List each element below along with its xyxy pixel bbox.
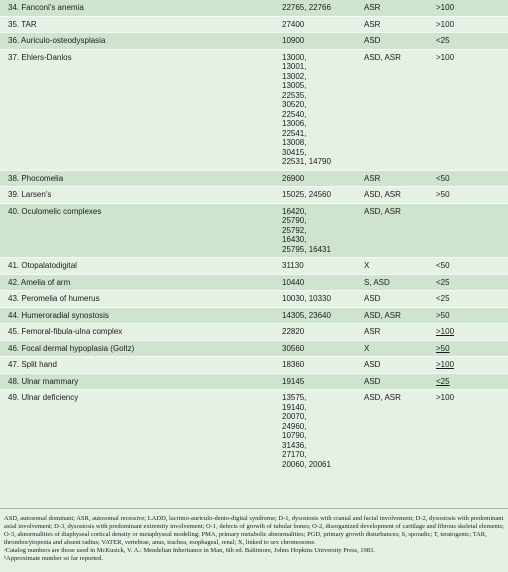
syndrome-name-cell: 36. Auriculo-osteodysplasia [0,33,282,50]
syndrome-name-cell: 45. Femoral-fibula-ulna complex [0,324,282,341]
syndrome-name-cell: 48. Ulnar mammary [0,373,282,390]
syndrome-name-cell: 47. Split hand [0,357,282,374]
catalog-number-cell: 19145 [282,373,364,390]
inheritance-cell: ASD [364,373,436,390]
inheritance-cell: ASD, ASR [364,307,436,324]
catalog-number-cell: 15025, 24560 [282,187,364,204]
inheritance-cell: X [364,258,436,275]
table-row [0,340,508,357]
syndrome-name-cell: 40. Oculomelic complexes [0,203,282,258]
reported-count-cell: >100 [436,390,508,473]
syndrome-name-cell: 38. Phocomelia [0,170,282,187]
reported-count-cell: >50 [436,307,508,324]
syndrome-name-cell: 34. Fanconi's anemia [0,0,282,16]
table-row [0,291,508,308]
inheritance-cell: ASD, ASR [364,390,436,473]
reported-count-cell: >100 [436,0,508,16]
catalog-number-cell: 14305, 23640 [282,307,364,324]
inheritance-cell: ASR [364,170,436,187]
inheritance-cell: ASR [364,324,436,341]
table-row [0,187,508,204]
reported-count-cell: >100 [436,16,508,33]
table-row [0,274,508,291]
table-row [0,16,508,33]
catalog-number-cell: 30560 [282,340,364,357]
footnotes [4,515,504,563]
syndrome-name-cell: 37. Ehlers-Danlos [0,49,282,170]
inheritance-cell: ASR [364,0,436,16]
reported-count-cell: >100 [436,357,508,374]
catalog-number-cell: 22820 [282,324,364,341]
catalog-number-cell: 10440 [282,274,364,291]
reported-count-cell: >100 [436,324,508,341]
catalog-number-cell: 10900 [282,33,364,50]
inheritance-cell: ASD [364,291,436,308]
table-row [0,373,508,390]
table-row [0,49,508,170]
syndrome-name-cell: 46. Focal dermal hypoplasia (Goltz) [0,340,282,357]
catalog-number-cell: 31130 [282,258,364,275]
catalog-number-cell: 26900 [282,170,364,187]
footnote-a: ᵃCatalog numbers are those used in McKusick, V. A.: Mendelian Inheritance in Man, 6th ed. Baltimore, Johns Hopkins University Press, 1983. [4,547,375,554]
table-bottom-rule [0,508,508,509]
table-row [0,0,508,16]
reported-count-cell: <25 [436,373,508,390]
table-row [0,203,508,258]
table-row [0,258,508,275]
catalog-number-cell: 18360 [282,357,364,374]
syndrome-name-cell: 35. TAR [0,16,282,33]
catalog-number-cell: 13575, 19140, 20070, 24960, 10790, 31436, 27170, 20060, 20061 [282,390,364,473]
inheritance-cell: X [364,340,436,357]
footnote-b: ᵇApproximate number so far reported. [4,555,103,562]
reported-count-cell: <50 [436,258,508,275]
syndrome-name-cell: 49. Ulnar deficiency [0,390,282,473]
table-row [0,357,508,374]
table-row [0,307,508,324]
reported-count-cell: >100 [436,49,508,170]
table-row [0,33,508,50]
inheritance-cell: ASD, ASR [364,49,436,170]
syndrome-name-cell: 44. Humeroradial synostosis [0,307,282,324]
catalog-number-cell: 13000, 13001, 13002, 13005, 22535, 30520, 22540, 13006, 22541, 13008, 30415, 22531, 14790 [282,49,364,170]
reported-count-cell: <25 [436,291,508,308]
syndrome-name-cell: 42. Amelia of arm [0,274,282,291]
reported-count-cell: <25 [436,274,508,291]
catalog-number-cell: 27400 [282,16,364,33]
inheritance-cell: ASD, ASR [364,187,436,204]
table-row [0,324,508,341]
syndrome-name-cell: 43. Peromelia of humerus [0,291,282,308]
inheritance-cell: S, ASD [364,274,436,291]
abbreviation-note: ASD, autosomal dominant; ASR, autosomal recessive; LADD, lacrimo-auriculo-dento-digital syndrome; D-1, dysostosis with cranial and facial involvement; D-2, dysostosis with predominant axial involvement; D-3, dysostosis with predominant extremity involvement; O-1, defects of growth of tubular bones; O-2, disorganized development of cartilage and fibrous skeletal elements; O-3, abnormalities of diaphyseal cortical density or metaphyseal modeling; PMA, primary metabolic abnormalities; PGD, primary growth disturbances; S, sporadic; T, teratogenic; TAR, thrombocytopenia and absent radius; VATER, vertebrae, anus, trachea, esophageal, renal; X, linked to sex chromosome. [4,515,504,546]
inheritance-cell: ASR [364,16,436,33]
syndrome-name-cell: 39. Larsen's [0,187,282,204]
catalog-number-cell: 22765, 22766 [282,0,364,16]
reported-count-cell: >50 [436,340,508,357]
inheritance-cell: ASD [364,357,436,374]
reported-count-cell: <25 [436,33,508,50]
reported-count-cell: >50 [436,187,508,204]
syndrome-name-cell: 41. Otopalatodigital [0,258,282,275]
catalog-number-cell: 16420, 25790, 25792, 16430, 25795, 16431 [282,203,364,258]
reported-count-cell: <50 [436,170,508,187]
table-row [0,170,508,187]
reported-count-cell [436,203,508,258]
inheritance-cell: ASD [364,33,436,50]
table-row [0,390,508,473]
inheritance-cell: ASD, ASR [364,203,436,258]
catalog-number-cell: 10030, 10330 [282,291,364,308]
